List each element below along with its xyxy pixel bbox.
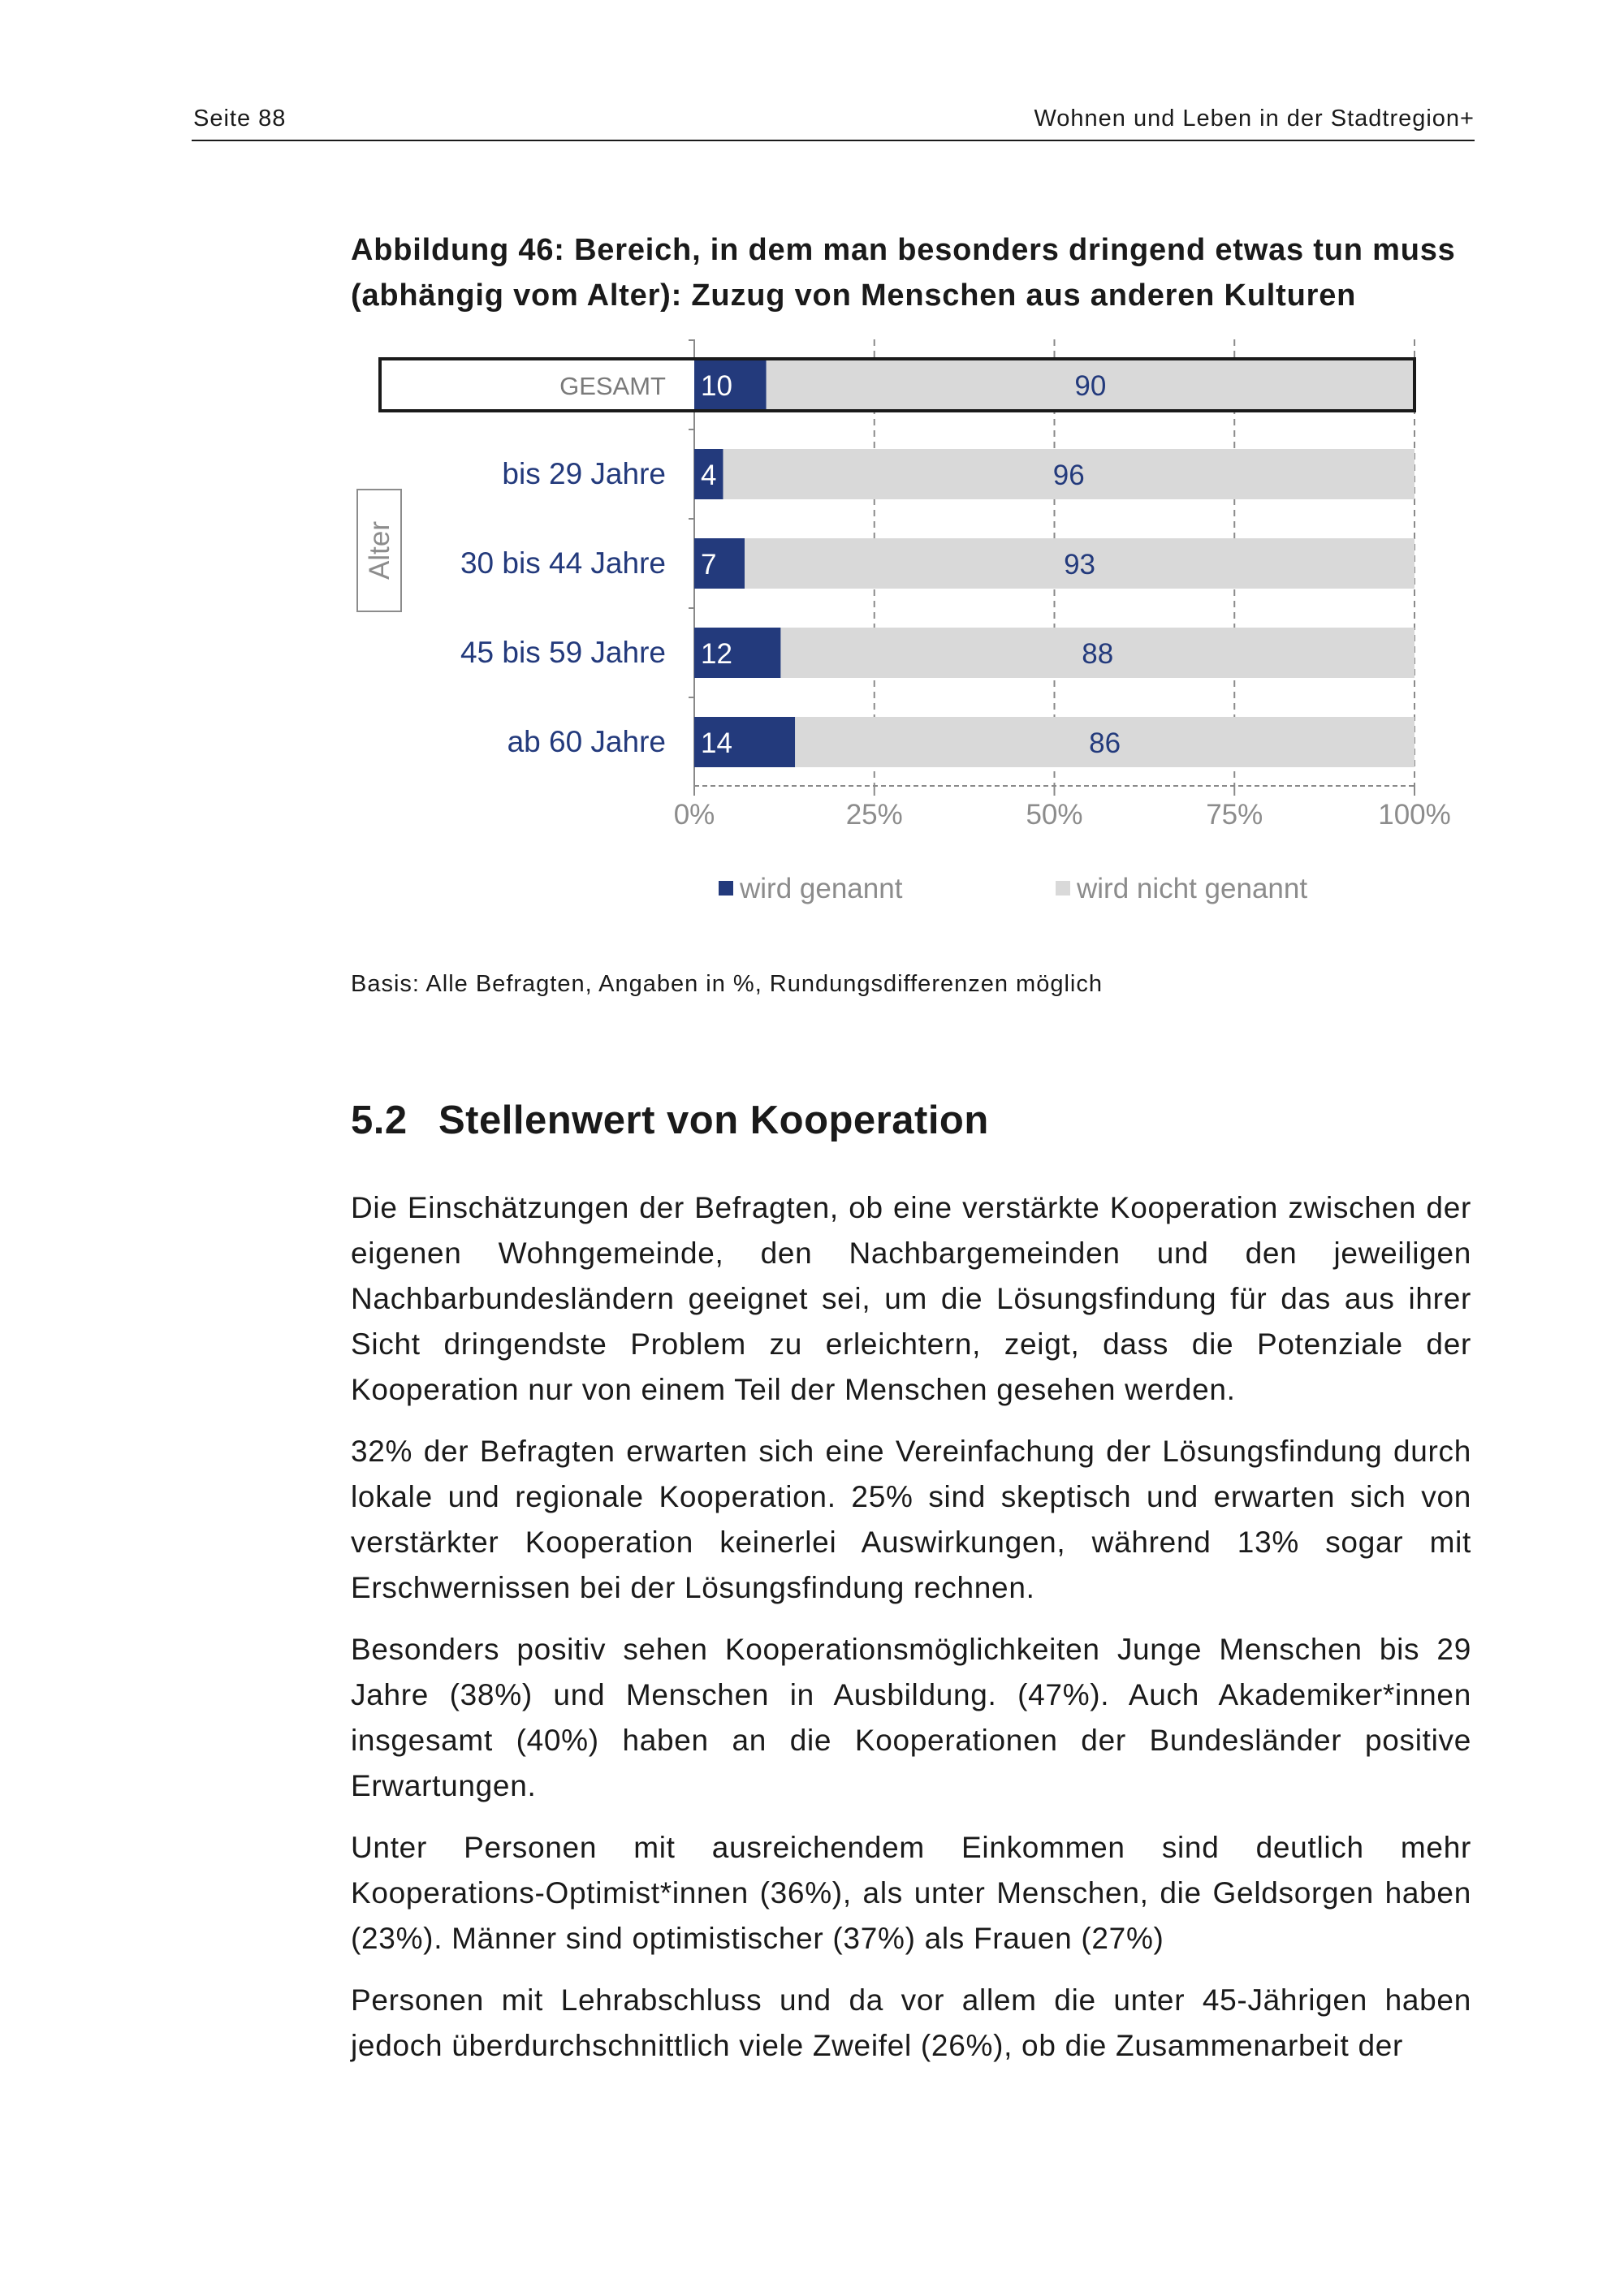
- paragraph: 32% der Befragten erwarten sich eine Vereinfachung der Lösungsfindung durch lokale und regionale Kooperation. 25% sind skeptisch und erwarten sich von verstärkter Kooperation keinerlei Auswirkungen, während 13% sogar mit Erschwernissen bei der Lösungsfindung rechnen.: [351, 1435, 1471, 1604]
- section-number: 5.2: [351, 1098, 408, 1142]
- header-rule: [192, 140, 1475, 141]
- section-title: Stellenwert von Kooperation: [438, 1098, 989, 1142]
- data-label: 88: [1082, 638, 1114, 670]
- figure-caption-line-2: (abhängig vom Alter): Zuzug von Menschen aus anderen Kulturen: [351, 278, 1357, 313]
- paragraph: Personen mit Lehrabschluss und da vor allem die unter 45-Jährigen haben jedoch überdurchschnittlich viele Zweifel (26%), ob die Zusammenarbeit der: [351, 1983, 1471, 2062]
- data-label: 96: [1052, 460, 1085, 491]
- page-header-title: Wohnen und Leben in der Stadtregion+: [1034, 106, 1475, 132]
- data-label: 86: [1089, 727, 1121, 759]
- paragraph: Die Einschätzungen der Befragten, ob eine verstärkte Kooperation zwischen der eigenen Wohngemeinde, den Nachbargemeinden und den jeweiligen Nachbarbundesländern geeignet sei, um die Lösungsfindung für das aus ihrer Sicht dringendste Problem zu erleichtern, zeigt, dass die Potenziale der Kooperation nur von einem Teil der Menschen gesehen werden.: [351, 1191, 1471, 1406]
- figure-basis-note: Basis: Alle Befragten, Angaben in %, Rundungsdifferenzen möglich: [351, 971, 1103, 997]
- legend-swatch: [1056, 881, 1070, 896]
- data-label: 7: [701, 549, 717, 580]
- data-label: 10: [701, 370, 732, 402]
- category-label: GESAMT: [559, 372, 666, 400]
- x-tick-label: 100%: [1378, 799, 1451, 831]
- x-tick-label: 0%: [673, 799, 715, 831]
- figure-caption: [351, 227, 1471, 318]
- category-label: ab 60 Jahre: [507, 725, 666, 758]
- page-header-left: Seite 88: [193, 106, 287, 132]
- data-label: 90: [1074, 370, 1107, 402]
- group-label: Alter: [364, 521, 395, 580]
- legend-swatch: [719, 881, 733, 896]
- data-label: 12: [701, 638, 732, 670]
- stacked-bar-chart: [341, 331, 1478, 916]
- legend-label: wird nicht genannt: [1077, 873, 1308, 904]
- body-text: [351, 1185, 1471, 2085]
- paragraph: Unter Personen mit ausreichendem Einkommen sind deutlich mehr Kooperations-Optimist*innen (36%), als unter Menschen, die Geldsorgen haben (23%). Männer sind optimistischer (37%) als Frauen (27%): [351, 1831, 1471, 1955]
- paragraph: Besonders positiv sehen Kooperationsmöglichkeiten Junge Menschen bis 29 Jahre (38%) und Menschen in Ausbildung. (47%). Auch Akademiker*innen insgesamt (40%) haben an die Kooperationen der Bundesländer positive Erwartungen.: [351, 1633, 1471, 1802]
- figure-caption-line-1: Abbildung 46: Bereich, in dem man besonders dringend etwas tun muss: [351, 233, 1456, 267]
- category-label: 30 bis 44 Jahre: [460, 546, 666, 580]
- data-label: 4: [701, 460, 717, 491]
- x-tick-label: 75%: [1206, 799, 1263, 831]
- legend-label: wird genannt: [740, 873, 903, 904]
- x-tick-label: 25%: [845, 799, 903, 831]
- category-label: 45 bis 59 Jahre: [460, 636, 666, 669]
- data-label: 14: [701, 727, 732, 759]
- section-heading: [351, 1098, 989, 1143]
- data-label: 93: [1064, 549, 1096, 580]
- category-label: bis 29 Jahre: [502, 457, 666, 490]
- x-tick-label: 50%: [1026, 799, 1083, 831]
